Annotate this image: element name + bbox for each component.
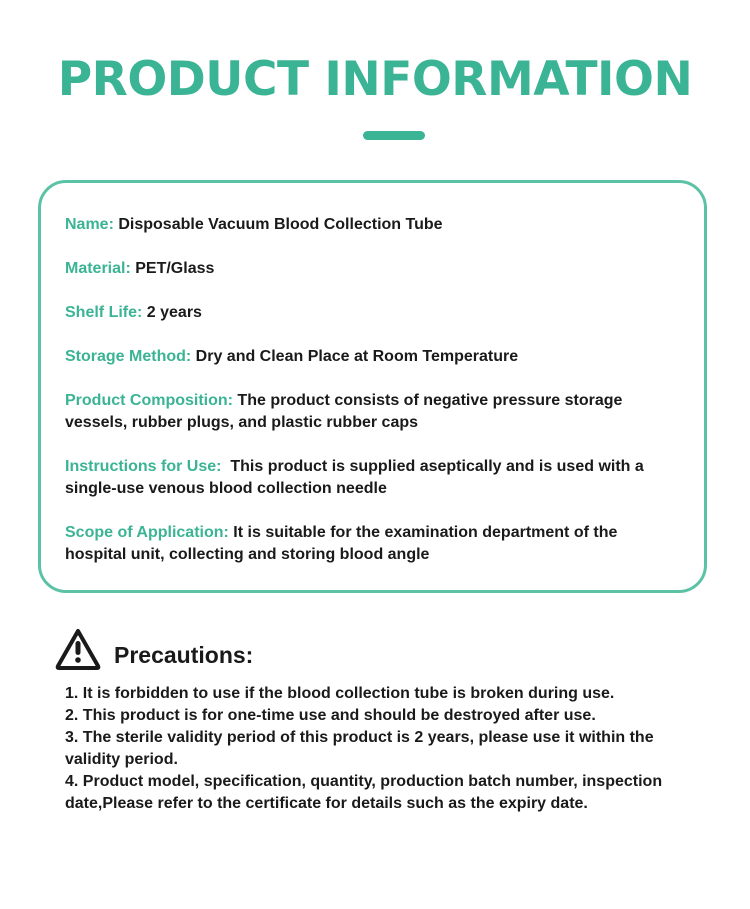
info-label: Scope of Application: xyxy=(65,524,229,541)
info-label: Product Composition: xyxy=(65,392,233,409)
info-item-storage-method xyxy=(65,346,665,368)
info-value: Disposable Vacuum Blood Collection Tube xyxy=(113,216,443,233)
product-info-list xyxy=(65,214,665,588)
info-value: Dry and Clean Place at Room Temperature xyxy=(191,348,519,365)
precaution-item: 2. This product is for one-time use and should be destroyed after use. xyxy=(65,707,596,724)
info-item-scope-of-application xyxy=(65,522,665,566)
precaution-item: 4. Product model, specification, quantity, production batch number, inspection date,Please refer to the certificate for details such as the expiry date. xyxy=(65,773,663,812)
precautions-title: Precautions: xyxy=(114,641,254,668)
info-value: PET/Glass xyxy=(130,260,215,277)
info-label: Material: xyxy=(65,260,131,277)
precaution-item: 3. The sterile validity period of this product is 2 years, please use it within the validity period. xyxy=(65,729,654,768)
info-item-shelf-life xyxy=(65,302,665,324)
info-item-material xyxy=(65,258,665,280)
info-value: It is suitable for the examination department of the hospital unit, collecting and storing blood angle xyxy=(65,524,618,563)
precautions-header xyxy=(54,625,253,673)
info-item-instructions-for-use xyxy=(65,456,665,500)
precaution-item: 1. It is forbidden to use if the blood collection tube is broken during use. xyxy=(65,685,615,702)
info-item-product-composition xyxy=(65,390,665,434)
title-underline xyxy=(363,131,425,140)
info-value: The product consists of negative pressure storage vessels, rubber plugs, and plastic rubber caps xyxy=(65,392,623,431)
info-value: 2 years xyxy=(142,304,202,321)
warning-triangle-icon xyxy=(54,627,102,671)
info-label: Instructions for Use: xyxy=(65,458,222,475)
info-label: Shelf Life: xyxy=(65,304,143,321)
page-title: PRODUCT INFORMATION xyxy=(57,52,693,107)
info-label: Name: xyxy=(65,216,114,233)
precautions-list xyxy=(65,683,695,815)
info-label: Storage Method: xyxy=(65,348,192,365)
info-value: This product is supplied aseptically and is used with a single-use venous blood collection needle xyxy=(65,458,649,497)
info-item-name xyxy=(65,214,665,236)
